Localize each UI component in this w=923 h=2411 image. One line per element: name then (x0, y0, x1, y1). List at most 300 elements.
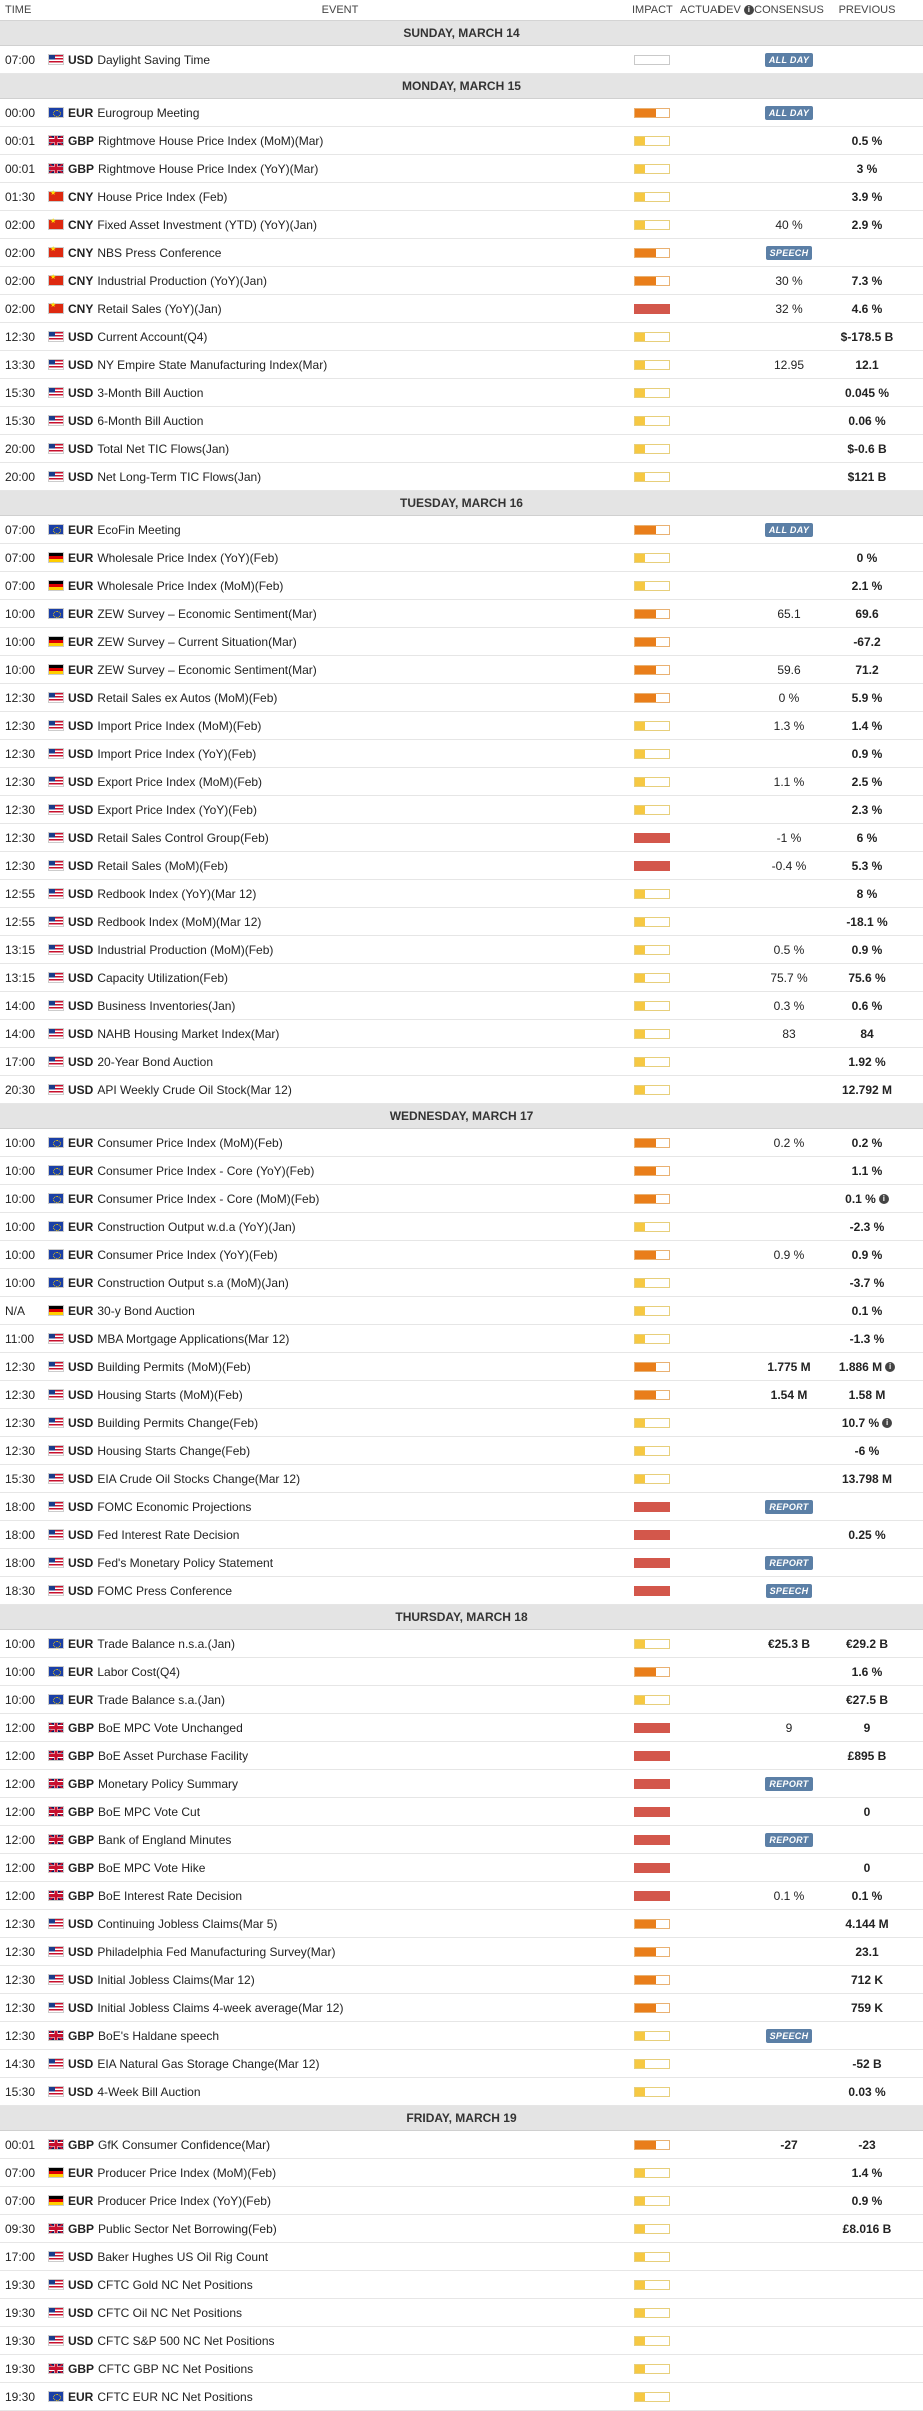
event-row[interactable] (0, 1742, 923, 1770)
event-name[interactable]: House Price Index (Feb) (97, 189, 228, 204)
event-name[interactable]: Trade Balance n.s.a.(Jan) (97, 1636, 235, 1651)
event-cell[interactable] (48, 134, 632, 148)
event-row[interactable] (0, 1493, 923, 1521)
event-row[interactable] (0, 183, 923, 211)
event-cell[interactable] (48, 2166, 632, 2180)
header-consensus[interactable]: CONSENSUS (754, 4, 824, 16)
event-cell[interactable] (48, 2029, 632, 2043)
event-cell[interactable] (48, 971, 632, 985)
event-name[interactable]: Monetary Policy Summary (98, 1776, 239, 1791)
event-row[interactable] (0, 1994, 923, 2022)
impact-cell (632, 861, 680, 871)
event-row[interactable] (0, 2355, 923, 2383)
event-name[interactable]: Initial Jobless Claims 4-week average(Mar 12) (97, 2000, 344, 2015)
event-name[interactable]: Construction Output w.d.a (YoY)(Jan) (97, 1219, 296, 1234)
event-currency: USD (68, 886, 94, 901)
previous-cell (824, 134, 910, 148)
event-row[interactable] (0, 2131, 923, 2159)
event-cell[interactable] (48, 2001, 632, 2015)
event-cell[interactable] (48, 663, 632, 677)
event-name[interactable]: Net Long-Term TIC Flows(Jan) (97, 469, 262, 484)
event-cell[interactable] (48, 1472, 632, 1486)
previous-cell (824, 635, 910, 649)
event-row[interactable] (0, 1826, 923, 1854)
event-cell[interactable] (48, 635, 632, 649)
event-row[interactable] (0, 1297, 923, 1325)
previous-cell (824, 1945, 910, 1959)
info-icon[interactable]: i (885, 1362, 895, 1372)
impact-fill (635, 750, 645, 758)
event-name[interactable]: BoE MPC Vote Hike (98, 1860, 206, 1875)
event-row[interactable] (0, 1966, 923, 1994)
event-row[interactable] (0, 2078, 923, 2106)
event-name[interactable]: EIA Natural Gas Storage Change(Mar 12) (97, 2056, 320, 2071)
header-event[interactable]: EVENT (321, 4, 359, 16)
event-row[interactable] (0, 824, 923, 852)
event-cell[interactable] (48, 1805, 632, 1819)
event-row[interactable] (0, 2299, 923, 2327)
event-row[interactable] (0, 1854, 923, 1882)
previous-value: 3.9 % (851, 189, 883, 204)
event-cell[interactable] (48, 1083, 632, 1097)
event-row[interactable] (0, 2022, 923, 2050)
event-cell[interactable] (48, 1500, 632, 1514)
event-row[interactable] (0, 2215, 923, 2243)
header-time[interactable]: TIME (5, 4, 32, 16)
event-cell[interactable] (48, 1276, 632, 1290)
event-row[interactable] (0, 1353, 923, 1381)
event-name[interactable]: Housing Starts (MoM)(Feb) (97, 1387, 243, 1402)
event-name[interactable]: Consumer Price Index (MoM)(Feb) (97, 1135, 283, 1150)
event-name[interactable]: Redbook Index (MoM)(Mar 12) (97, 914, 262, 929)
event-name[interactable]: Fed's Monetary Policy Statement (97, 1555, 274, 1570)
event-currency: CNY (68, 245, 94, 260)
event-name[interactable]: API Weekly Crude Oil Stock(Mar 12) (97, 1082, 292, 1097)
event-name[interactable]: BoE Interest Rate Decision (98, 1888, 243, 1903)
event-name[interactable]: Capacity Utilization(Feb) (97, 970, 229, 985)
previous-value: 0.03 % (848, 2084, 886, 2099)
event-row[interactable] (0, 1437, 923, 1465)
impact-cell (632, 388, 680, 398)
previous-value: £8.016 B (842, 2221, 892, 2236)
event-row[interactable] (0, 852, 923, 880)
event-row[interactable] (0, 1770, 923, 1798)
previous-cell (824, 1472, 910, 1486)
event-cell[interactable] (48, 162, 632, 176)
event-row[interactable] (0, 628, 923, 656)
event-cell[interactable] (48, 2250, 632, 2264)
event-cell[interactable] (48, 1945, 632, 1959)
event-cell[interactable] (48, 2194, 632, 2208)
event-cell[interactable] (48, 1220, 632, 1234)
event-name[interactable]: 20-Year Bond Auction (97, 1054, 213, 1069)
event-row[interactable] (0, 463, 923, 491)
event-row[interactable] (0, 1129, 923, 1157)
event-name[interactable]: GfK Consumer Confidence(Mar) (98, 2137, 271, 2152)
event-cell[interactable] (48, 859, 632, 873)
event-name[interactable]: Industrial Production (MoM)(Feb) (97, 942, 274, 957)
event-name[interactable]: Eurogroup Meeting (97, 105, 200, 120)
event-cell[interactable] (48, 1721, 632, 1735)
event-name[interactable]: Export Price Index (YoY)(Feb) (97, 802, 257, 817)
event-currency: USD (68, 1471, 94, 1486)
event-name[interactable]: Producer Price Index (YoY)(Feb) (97, 2193, 271, 2208)
event-cell[interactable] (48, 274, 632, 288)
event-name[interactable]: Building Permits (MoM)(Feb) (97, 1359, 251, 1374)
event-cell[interactable] (48, 218, 632, 232)
event-cell[interactable] (48, 2334, 632, 2348)
event-row[interactable] (0, 127, 923, 155)
event-row[interactable] (0, 1521, 923, 1549)
event-cell[interactable] (48, 551, 632, 565)
event-row[interactable] (0, 1381, 923, 1409)
event-cell[interactable] (48, 442, 632, 456)
event-cell[interactable] (48, 2138, 632, 2152)
event-row[interactable] (0, 2327, 923, 2355)
event-cell[interactable] (48, 1027, 632, 1041)
consensus-cell (754, 1583, 824, 1598)
event-row[interactable] (0, 1910, 923, 1938)
consensus-value: 0.1 % (773, 1888, 805, 1903)
event-row[interactable] (0, 600, 923, 628)
event-name[interactable]: BoE MPC Vote Cut (98, 1804, 201, 1819)
event-name[interactable]: CFTC Gold NC Net Positions (97, 2277, 253, 2292)
event-cell[interactable] (48, 1528, 632, 1542)
event-name[interactable]: FOMC Economic Projections (97, 1499, 252, 1514)
event-name[interactable]: CFTC S&P 500 NC Net Positions (97, 2333, 275, 2348)
event-row[interactable] (0, 1213, 923, 1241)
event-name[interactable]: Labor Cost(Q4) (97, 1664, 181, 1679)
event-row[interactable] (0, 992, 923, 1020)
event-row[interactable] (0, 572, 923, 600)
event-name[interactable]: Trade Balance s.a.(Jan) (97, 1692, 225, 1707)
event-row[interactable] (0, 2187, 923, 2215)
event-cell[interactable] (48, 915, 632, 929)
event-currency: EUR (68, 634, 94, 649)
event-row[interactable] (0, 435, 923, 463)
event-cell[interactable] (48, 53, 632, 67)
event-row[interactable] (0, 407, 923, 435)
event-row[interactable] (0, 1577, 923, 1605)
event-name[interactable]: ZEW Survey – Economic Sentiment(Mar) (97, 606, 317, 621)
impact-cell (632, 2308, 680, 2318)
consensus-cell (754, 1776, 824, 1791)
consensus-cell (754, 52, 824, 67)
event-row[interactable] (0, 516, 923, 544)
event-cell[interactable] (48, 2362, 632, 2376)
event-name[interactable]: 30-y Bond Auction (97, 1303, 195, 1318)
event-row[interactable] (0, 1938, 923, 1966)
event-cell[interactable] (48, 831, 632, 845)
event-cell[interactable] (48, 1416, 632, 1430)
previous-cell (824, 218, 910, 232)
event-name[interactable]: Producer Price Index (MoM)(Feb) (97, 2165, 277, 2180)
event-cell[interactable] (48, 1584, 632, 1598)
event-cell[interactable] (48, 887, 632, 901)
impact-fill (635, 610, 656, 618)
event-row[interactable] (0, 2050, 923, 2078)
event-name[interactable]: ZEW Survey – Economic Sentiment(Mar) (97, 662, 317, 677)
event-row[interactable] (0, 544, 923, 572)
event-cell[interactable] (48, 1248, 632, 1262)
impact-bar (634, 2224, 670, 2234)
event-row[interactable] (0, 684, 923, 712)
flag-cn-icon (48, 247, 64, 258)
event-row[interactable] (0, 1549, 923, 1577)
flag-us-icon (48, 692, 64, 703)
event-row[interactable] (0, 46, 923, 74)
event-cell[interactable] (48, 691, 632, 705)
previous-value: -18.1 % (846, 914, 888, 929)
event-name[interactable]: FOMC Press Conference (97, 1583, 233, 1598)
impact-bar (634, 2364, 670, 2374)
event-currency: USD (68, 1415, 94, 1430)
event-row[interactable] (0, 1269, 923, 1297)
event-row[interactable] (0, 295, 923, 323)
event-name[interactable]: CFTC GBP NC Net Positions (98, 2361, 254, 2376)
header-previous[interactable]: PREVIOUS (838, 4, 896, 16)
event-row[interactable] (0, 1048, 923, 1076)
event-cell[interactable] (48, 1665, 632, 1679)
event-row[interactable] (0, 1882, 923, 1910)
event-name[interactable]: Total Net TIC Flows(Jan) (97, 441, 230, 456)
event-name[interactable]: Industrial Production (YoY)(Jan) (97, 273, 267, 288)
event-name[interactable]: CFTC Oil NC Net Positions (97, 2305, 243, 2320)
day-header: TUESDAY, MARCH 16 (0, 491, 923, 516)
event-name[interactable]: CFTC EUR NC Net Positions (97, 2389, 253, 2404)
event-cell[interactable] (48, 302, 632, 316)
event-row[interactable] (0, 211, 923, 239)
header-actual[interactable]: ACTUAL (680, 4, 724, 16)
event-cell[interactable] (48, 1917, 632, 1931)
flag-gb-icon (48, 135, 64, 146)
event-name[interactable]: Bank of England Minutes (98, 1832, 232, 1847)
event-row[interactable] (0, 1630, 923, 1658)
event-row[interactable] (0, 1658, 923, 1686)
event-name[interactable]: Redbook Index (YoY)(Mar 12) (97, 886, 257, 901)
event-row[interactable] (0, 99, 923, 127)
event-currency: GBP (68, 161, 95, 176)
impact-fill (635, 1195, 656, 1203)
event-cell[interactable] (48, 803, 632, 817)
event-row[interactable] (0, 1714, 923, 1742)
event-cell[interactable] (48, 2390, 632, 2404)
event-name[interactable]: Consumer Price Index (YoY)(Feb) (97, 1247, 278, 1262)
event-row[interactable] (0, 267, 923, 295)
event-name[interactable]: Current Account(Q4) (97, 329, 208, 344)
event-cell[interactable] (48, 719, 632, 733)
event-name[interactable]: MBA Mortgage Applications(Mar 12) (97, 1331, 290, 1346)
event-name[interactable]: 3-Month Bill Auction (97, 385, 204, 400)
event-row[interactable] (0, 712, 923, 740)
event-row[interactable] (0, 936, 923, 964)
event-cell[interactable] (48, 414, 632, 428)
impact-fill (635, 722, 645, 730)
event-name[interactable]: Wholesale Price Index (YoY)(Feb) (97, 550, 279, 565)
event-time: 10:00 (5, 1636, 36, 1651)
event-cell[interactable] (48, 1833, 632, 1847)
event-row[interactable] (0, 1798, 923, 1826)
event-cell[interactable] (48, 747, 632, 761)
event-cell[interactable] (48, 1889, 632, 1903)
event-row[interactable] (0, 2159, 923, 2187)
previous-value: 5.3 % (851, 858, 883, 873)
event-row[interactable] (0, 740, 923, 768)
event-cell[interactable] (48, 2085, 632, 2099)
event-name[interactable]: Wholesale Price Index (MoM)(Feb) (97, 578, 284, 593)
impact-cell (632, 1362, 680, 1372)
event-cell[interactable] (48, 1637, 632, 1651)
event-row[interactable] (0, 2271, 923, 2299)
event-row[interactable] (0, 880, 923, 908)
info-icon[interactable]: i (744, 5, 754, 15)
event-name[interactable]: Construction Output s.a (MoM)(Jan) (97, 1275, 289, 1290)
event-name[interactable]: Fixed Asset Investment (YTD) (YoY)(Jan) (97, 217, 317, 232)
event-name[interactable]: Import Price Index (YoY)(Feb) (97, 746, 257, 761)
event-name[interactable]: Philadelphia Fed Manufacturing Survey(Mar) (97, 1944, 336, 1959)
event-name[interactable]: Fed Interest Rate Decision (97, 1527, 240, 1542)
event-name[interactable]: Retail Sales Control Group(Feb) (97, 830, 269, 845)
event-name[interactable]: Continuing Jobless Claims(Mar 5) (97, 1916, 278, 1931)
event-name[interactable]: Retail Sales ex Autos (MoM)(Feb) (97, 690, 278, 705)
event-row[interactable] (0, 768, 923, 796)
event-row[interactable] (0, 1241, 923, 1269)
event-cell[interactable] (48, 2222, 632, 2236)
impact-bar (634, 2280, 670, 2290)
event-cell[interactable] (48, 1360, 632, 1374)
event-name[interactable]: EIA Crude Oil Stocks Change(Mar 12) (97, 1471, 301, 1486)
event-cell[interactable] (48, 999, 632, 1013)
event-name[interactable]: Initial Jobless Claims(Mar 12) (97, 1972, 255, 1987)
event-row[interactable] (0, 2243, 923, 2271)
previous-cell (824, 1220, 910, 1234)
event-cell[interactable] (48, 1556, 632, 1570)
event-cell[interactable] (48, 106, 632, 120)
event-cell[interactable] (48, 1444, 632, 1458)
event-name[interactable]: NAHB Housing Market Index(Mar) (97, 1026, 280, 1041)
event-name[interactable]: Baker Hughes US Oil Rig Count (97, 2249, 269, 2264)
event-name[interactable]: 6-Month Bill Auction (97, 413, 204, 428)
event-cell[interactable] (48, 190, 632, 204)
event-name[interactable]: Housing Starts Change(Feb) (97, 1443, 251, 1458)
event-name[interactable]: BoE's Haldane speech (98, 2028, 220, 2043)
event-cell[interactable] (48, 1973, 632, 1987)
event-name[interactable]: Rightmove House Price Index (MoM)(Mar) (98, 133, 324, 148)
event-name[interactable]: Export Price Index (MoM)(Feb) (97, 774, 263, 789)
event-row[interactable] (0, 1409, 923, 1437)
header-impact[interactable]: IMPACT (632, 4, 673, 16)
event-row[interactable] (0, 351, 923, 379)
event-cell[interactable] (48, 330, 632, 344)
event-cell[interactable] (48, 523, 632, 537)
impact-bar (634, 553, 670, 563)
event-row[interactable] (0, 239, 923, 267)
event-row[interactable] (0, 155, 923, 183)
event-cell[interactable] (48, 246, 632, 260)
event-cell[interactable] (48, 386, 632, 400)
event-name[interactable]: Daylight Saving Time (97, 52, 211, 67)
event-row[interactable] (0, 1157, 923, 1185)
event-cell[interactable] (48, 1304, 632, 1318)
event-cell[interactable] (48, 2278, 632, 2292)
event-cell[interactable] (48, 1777, 632, 1791)
event-row[interactable] (0, 1020, 923, 1048)
event-row[interactable] (0, 1076, 923, 1104)
impact-fill (635, 554, 645, 562)
event-cell[interactable] (48, 470, 632, 484)
event-currency: EUR (68, 105, 94, 120)
event-cell[interactable] (48, 1192, 632, 1206)
event-cell[interactable] (48, 358, 632, 372)
event-name[interactable]: Rightmove House Price Index (YoY)(Mar) (98, 161, 319, 176)
impact-fill (635, 1892, 669, 1900)
event-cell[interactable] (48, 1388, 632, 1402)
event-cell[interactable] (48, 1164, 632, 1178)
impact-bar (634, 1835, 670, 1845)
event-name[interactable]: ZEW Survey – Current Situation(Mar) (97, 634, 297, 649)
event-name[interactable]: Consumer Price Index - Core (MoM)(Feb) (97, 1191, 320, 1206)
event-row[interactable] (0, 908, 923, 936)
event-cell[interactable] (48, 579, 632, 593)
event-row[interactable] (0, 656, 923, 684)
event-cell[interactable] (48, 1861, 632, 1875)
event-cell[interactable] (48, 1136, 632, 1150)
event-name[interactable]: Public Sector Net Borrowing(Feb) (98, 2221, 277, 2236)
header-dev[interactable]: DEV (718, 4, 741, 16)
event-row[interactable] (0, 2383, 923, 2411)
event-currency: USD (68, 1555, 94, 1570)
info-icon[interactable]: i (879, 1194, 889, 1204)
event-cell[interactable] (48, 607, 632, 621)
event-cell[interactable] (48, 1332, 632, 1346)
event-name[interactable]: NY Empire State Manufacturing Index(Mar) (97, 357, 328, 372)
event-cell[interactable] (48, 1749, 632, 1763)
event-name[interactable]: EcoFin Meeting (97, 522, 181, 537)
event-cell[interactable] (48, 775, 632, 789)
event-name[interactable]: Import Price Index (MoM)(Feb) (97, 718, 262, 733)
event-cell[interactable] (48, 2057, 632, 2071)
event-name[interactable]: Building Permits Change(Feb) (97, 1415, 259, 1430)
event-row[interactable] (0, 323, 923, 351)
event-cell[interactable] (48, 2306, 632, 2320)
event-name[interactable]: Retail Sales (MoM)(Feb) (97, 858, 229, 873)
event-time: 14:00 (5, 1026, 36, 1041)
event-cell[interactable] (48, 1693, 632, 1707)
event-name[interactable]: Retail Sales (YoY)(Jan) (97, 301, 222, 316)
event-row[interactable] (0, 796, 923, 824)
event-name[interactable]: BoE Asset Purchase Facility (98, 1748, 249, 1763)
event-name[interactable]: NBS Press Conference (97, 245, 222, 260)
event-name[interactable]: 4-Week Bill Auction (97, 2084, 201, 2099)
event-row[interactable] (0, 379, 923, 407)
previous-value: 1.92 % (848, 1054, 886, 1069)
event-name[interactable]: Business Inventories(Jan) (97, 998, 236, 1013)
event-name[interactable]: Consumer Price Index - Core (YoY)(Feb) (97, 1163, 315, 1178)
event-row[interactable] (0, 1686, 923, 1714)
impact-fill (635, 1058, 645, 1066)
impact-cell (632, 1085, 680, 1095)
event-row[interactable] (0, 964, 923, 992)
event-cell[interactable] (48, 943, 632, 957)
impact-cell (632, 1530, 680, 1540)
event-row[interactable] (0, 1465, 923, 1493)
event-cell[interactable] (48, 1055, 632, 1069)
event-name[interactable]: BoE MPC Vote Unchanged (98, 1720, 243, 1735)
consensus-value: 0 % (778, 690, 800, 705)
event-row[interactable] (0, 1325, 923, 1353)
info-icon[interactable]: i (882, 1418, 892, 1428)
event-row[interactable] (0, 1185, 923, 1213)
